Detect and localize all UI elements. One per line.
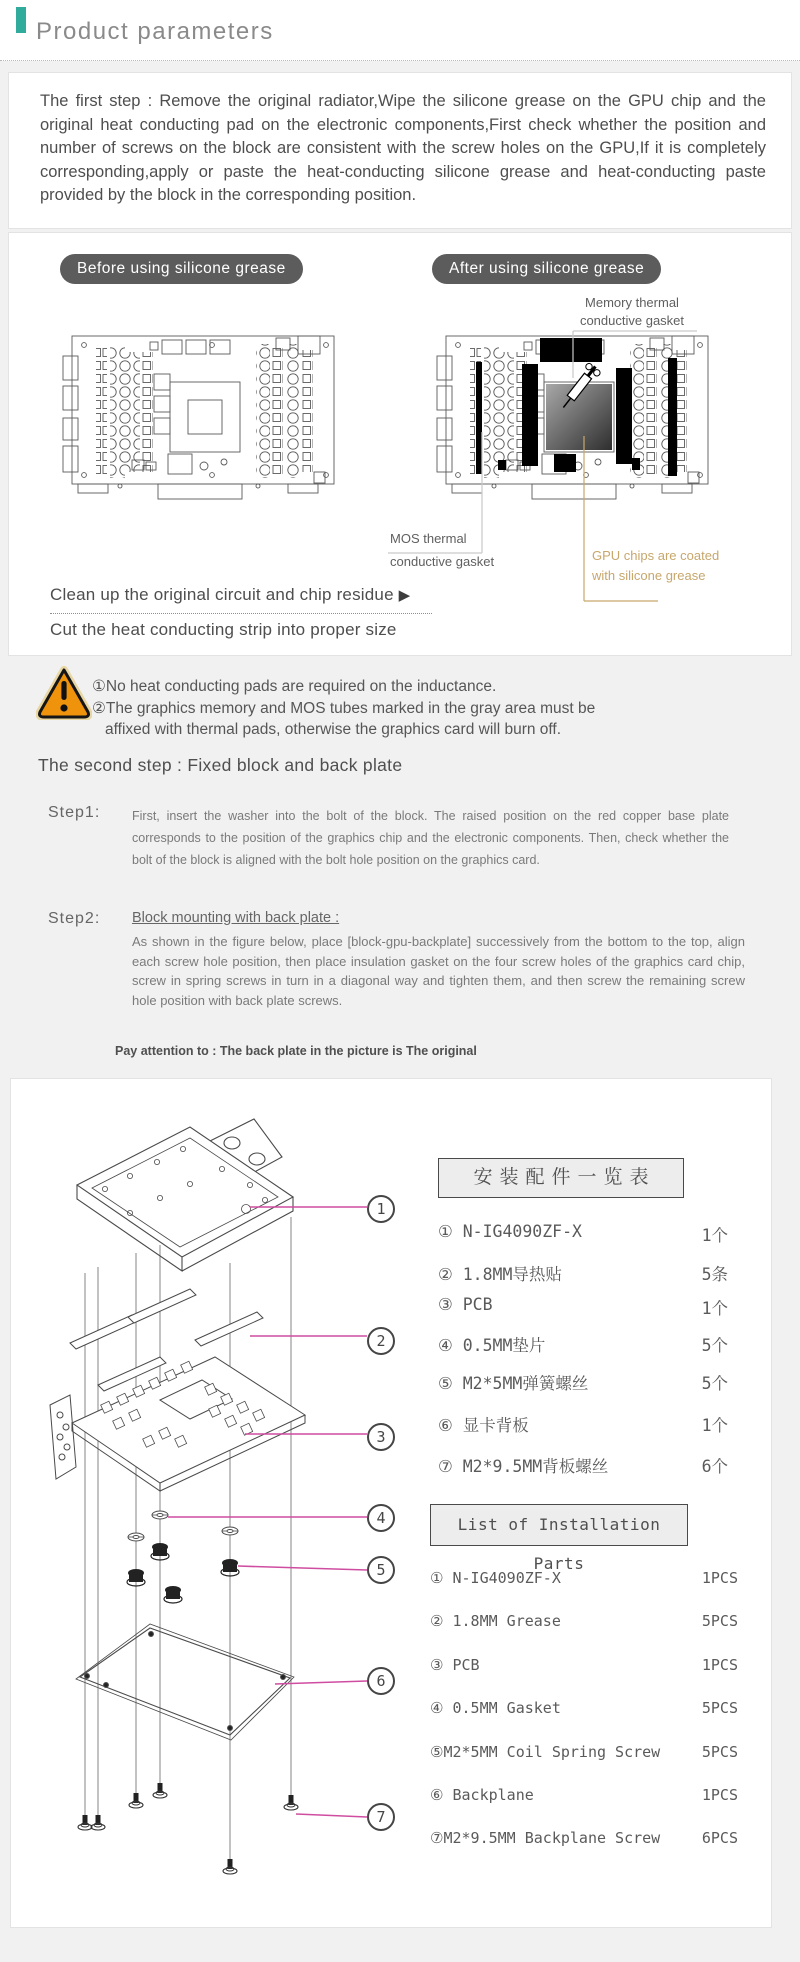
table-row: ⑦M2*9.5MM Backplane Screw 6PCS — [430, 1829, 738, 1847]
after-grease-pill: After using silicone grease — [432, 254, 661, 284]
memory-gasket-label: Memory thermal conductive gasket — [579, 295, 685, 328]
table-row: ① N-IG4090ZF-X 1PCS — [430, 1569, 738, 1587]
mos-gasket-label: MOS thermal conductive gasket — [390, 531, 495, 569]
table-row: ⑥ 显卡背板 1个 — [438, 1416, 728, 1435]
step1-label: Step1: — [48, 804, 101, 821]
intro-paragraph: The first step : Remove the original radiator,Wipe the silicone grease on the GPU chip and the original heat conducting pad on the electronic components,First check whether the position and number of screws on the block are consistent with the screw holes on the GPU,If it is completely corresponding,apply or paste the heat-conducting silicone grease and heat-conducting paste provided by the block in the corresponding position. — [40, 92, 766, 204]
pcb-before-diagram — [62, 334, 348, 526]
callout-5: 5 — [367, 1556, 395, 1584]
callout-6: 6 — [367, 1667, 395, 1695]
table-row: ③ PCB 1PCS — [430, 1656, 738, 1674]
play-arrow-icon: ▶ — [398, 587, 411, 604]
pcb-after-diagram — [436, 334, 722, 526]
table-row: ⑥ Backplane 1PCS — [430, 1786, 738, 1804]
table-row: ② 1.8MM Grease 5PCS — [430, 1612, 738, 1630]
table-row: ① N-IG4090ZF-X 1个 — [438, 1222, 728, 1245]
table-row: ④ 0.5MM Gasket 5PCS — [430, 1699, 738, 1717]
clean-up-line: Clean up the original circuit and chip residue ▶ — [50, 585, 411, 604]
cn-parts-table-title: 安装配件一览表 — [438, 1158, 684, 1198]
step2-text: As shown in the figure below, place [block-gpu-backplate] successively from the bottom to the top, align each screw hole position, then place insulation gasket on the four screw holes of the graphics card chip, screw in spring screws in turn in a diagonal way and tighten them, and then screw the remaining screw hole position with back plate screws. — [132, 934, 745, 1008]
step2-label: Step2: — [48, 910, 101, 927]
table-row: ⑤M2*5MM Coil Spring Screw 5PCS — [430, 1743, 738, 1761]
page-title: Product parameters — [36, 18, 274, 45]
step1-text: First, insert the washer into the bolt of the block. The raised position on the red copper base plate corresponds to the position of the graphics chip and the electronic components. Then, check whether the bolt of the block is aligned with the bolt hole position on the graphics card. — [132, 809, 729, 867]
insulation-gaskets — [128, 1511, 238, 1541]
page-header — [0, 0, 800, 61]
cut-strip-line: Cut the heat conducting strip into proper size — [50, 620, 397, 639]
gpu-grease-label: GPU chips are coated with silicone grease — [592, 548, 720, 583]
warning-line-2: ②The graphics memory and MOS tubes marked in the gray area must be — [92, 700, 596, 717]
before-grease-pill: Before using silicone grease — [60, 254, 303, 284]
table-row: ② 1.8MM导热贴 5条 — [438, 1265, 728, 1284]
spring-screws — [127, 1543, 239, 1603]
table-row: ⑤ M2*5MM弹簧螺丝 5个 — [438, 1374, 728, 1393]
dotted-separator — [50, 613, 432, 614]
callout-4: 4 — [367, 1504, 395, 1532]
table-row: ③ PCB 1个 — [438, 1295, 728, 1318]
attention-note: Pay attention to : The back plate in the picture is The original — [115, 1044, 477, 1058]
second-step-heading: The second step : Fixed block and back plate — [38, 755, 403, 775]
backplane-part — [76, 1624, 294, 1740]
warning-line-1: ①No heat conducting pads are required on the inductance. — [92, 678, 497, 695]
warning-triangle-icon — [36, 666, 92, 720]
pci-bracket — [50, 1395, 76, 1479]
water-block — [77, 1119, 293, 1271]
warning-line-3: affixed with thermal pads, otherwise the graphics card will burn off. — [105, 721, 562, 738]
teal-accent-bar — [16, 7, 26, 33]
callout-2: 2 — [367, 1327, 395, 1355]
step2-title: Block mounting with back plate : — [132, 910, 340, 926]
table-row: ④ 0.5MM垫片 5个 — [438, 1336, 728, 1355]
pcb-part — [72, 1357, 305, 1491]
callout-1: 1 — [367, 1195, 395, 1223]
backplane-screws — [78, 1783, 298, 1874]
callout-leader-lines — [168, 1207, 367, 1817]
table-row: ⑦ M2*9.5MM背板螺丝 6个 — [438, 1457, 728, 1476]
callout-3: 3 — [367, 1423, 395, 1451]
en-parts-table-title: List of Installation Parts — [430, 1504, 688, 1546]
callout-7: 7 — [367, 1803, 395, 1831]
